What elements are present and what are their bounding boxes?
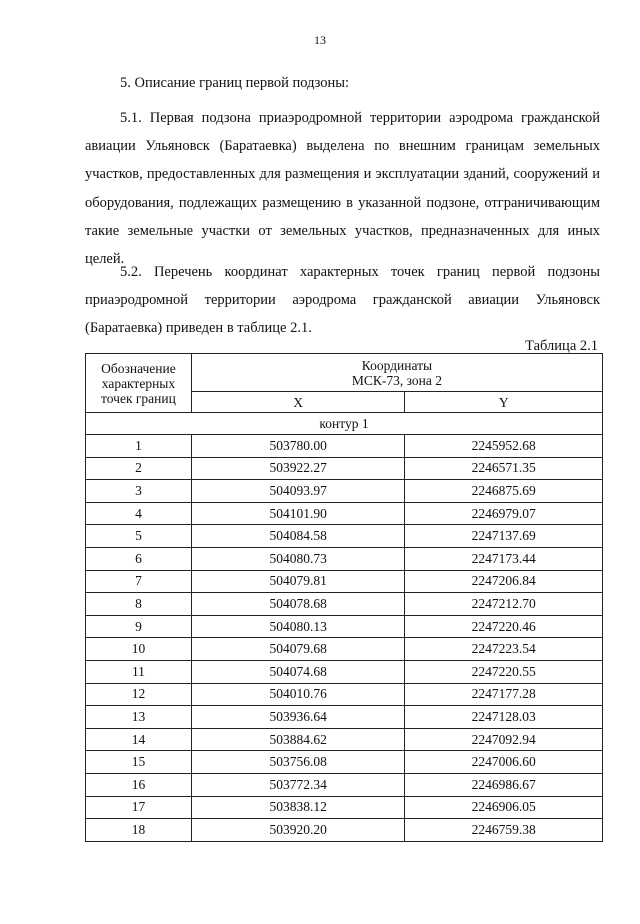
- point-number: 4: [86, 502, 192, 525]
- contour-label: контур 1: [86, 413, 603, 435]
- table-body: [86, 435, 603, 842]
- point-number: 17: [86, 796, 192, 819]
- coord-x: 503922.27: [191, 457, 405, 480]
- coord-y: 2247006.60: [405, 751, 603, 774]
- coord-y: 2247212.70: [405, 593, 603, 616]
- page-number: 13: [314, 33, 326, 47]
- coord-x: 504074.68: [191, 660, 405, 683]
- header-point: Обозначение характерных точек границ: [86, 354, 192, 413]
- coord-x: 503780.00: [191, 435, 405, 458]
- coord-y: 2247173.44: [405, 547, 603, 570]
- coord-x: 503772.34: [191, 773, 405, 796]
- header-y: Y: [405, 392, 603, 413]
- coord-x: 504101.90: [191, 502, 405, 525]
- point-number: 2: [86, 457, 192, 480]
- coordinates-table: [85, 353, 603, 842]
- coord-y: 2247220.55: [405, 660, 603, 683]
- paragraph-5-1: 5.1. Первая подзона приаэродромной территории аэродрома гражданской авиации Ульяновск (Баратаевка) выделена по внешним границам земельных участков, предоставленных для размещения и эксплуатации зданий, сооружений и оборудования, подлежащих размещению в указанной подзоне, отграничивающим такие земельные участки от земельных участков, предназначенных для иных целей.: [85, 110, 600, 268]
- coord-x: 503920.20: [191, 819, 405, 842]
- coord-y: 2246906.05: [405, 796, 603, 819]
- coord-y: 2246571.35: [405, 457, 603, 480]
- table-row: [86, 660, 603, 683]
- point-number: 13: [86, 706, 192, 729]
- point-number: 1: [86, 435, 192, 458]
- coord-y: 2247177.28: [405, 683, 603, 706]
- table-row: [86, 593, 603, 616]
- point-number: 7: [86, 570, 192, 593]
- coord-x: 503756.08: [191, 751, 405, 774]
- coord-y: 2246979.07: [405, 502, 603, 525]
- point-number: 12: [86, 683, 192, 706]
- point-number: 6: [86, 547, 192, 570]
- coord-x: 504093.97: [191, 480, 405, 503]
- table-row: [86, 547, 603, 570]
- coord-x: 504079.81: [191, 570, 405, 593]
- header-coordinates-line1: Координаты: [361, 357, 433, 373]
- point-number: 5: [86, 525, 192, 548]
- table-row: [86, 502, 603, 525]
- table-row: [86, 773, 603, 796]
- table-row: [86, 796, 603, 819]
- point-number: 9: [86, 615, 192, 638]
- header-x: X: [191, 392, 405, 413]
- coord-x: 504080.73: [191, 547, 405, 570]
- paragraph-5-2: 5.2. Перечень координат характерных точек границ первой подзоны приаэродромной территории аэродрома гражданской авиации Ульяновск (Баратаевка) приведен в таблице 2.1.: [85, 264, 600, 337]
- point-number: 11: [86, 660, 192, 683]
- table-row: [86, 480, 603, 503]
- coord-x: 503884.62: [191, 728, 405, 751]
- header-coordinates: [191, 354, 602, 392]
- coord-y: 2247220.46: [405, 615, 603, 638]
- coord-x: 504010.76: [191, 683, 405, 706]
- coord-x: 504079.68: [191, 638, 405, 661]
- table-row: [86, 435, 603, 458]
- point-number: 10: [86, 638, 192, 661]
- point-number: 18: [86, 819, 192, 842]
- coord-y: 2247206.84: [405, 570, 603, 593]
- table-row: [86, 706, 603, 729]
- coord-x: 504078.68: [191, 593, 405, 616]
- table-row: [86, 525, 603, 548]
- coord-x: 504084.58: [191, 525, 405, 548]
- table-row: [86, 728, 603, 751]
- point-number: 8: [86, 593, 192, 616]
- coord-x: 504080.13: [191, 615, 405, 638]
- coord-y: 2246759.38: [405, 819, 603, 842]
- coord-x: 503936.64: [191, 706, 405, 729]
- table-row: [86, 819, 603, 842]
- coord-y: 2247092.94: [405, 728, 603, 751]
- coord-y: 2247137.69: [405, 525, 603, 548]
- point-number: 15: [86, 751, 192, 774]
- coord-y: 2247223.54: [405, 638, 603, 661]
- coord-y: 2246986.67: [405, 773, 603, 796]
- point-number: 3: [86, 480, 192, 503]
- coord-x: 503838.12: [191, 796, 405, 819]
- coord-y: 2247128.03: [405, 706, 603, 729]
- table-caption: Таблица 2.1: [525, 338, 598, 354]
- point-number: 14: [86, 728, 192, 751]
- point-number: 16: [86, 773, 192, 796]
- table-row: [86, 751, 603, 774]
- coord-y: 2245952.68: [405, 435, 603, 458]
- table-row: [86, 570, 603, 593]
- section-heading: 5. Описание границ первой подзоны:: [120, 75, 350, 91]
- coord-y: 2246875.69: [405, 480, 603, 503]
- header-coordinates-line2: МСК-73, зона 2: [351, 372, 442, 388]
- table-row: [86, 683, 603, 706]
- table-row: [86, 457, 603, 480]
- table-row: [86, 638, 603, 661]
- table-row: [86, 615, 603, 638]
